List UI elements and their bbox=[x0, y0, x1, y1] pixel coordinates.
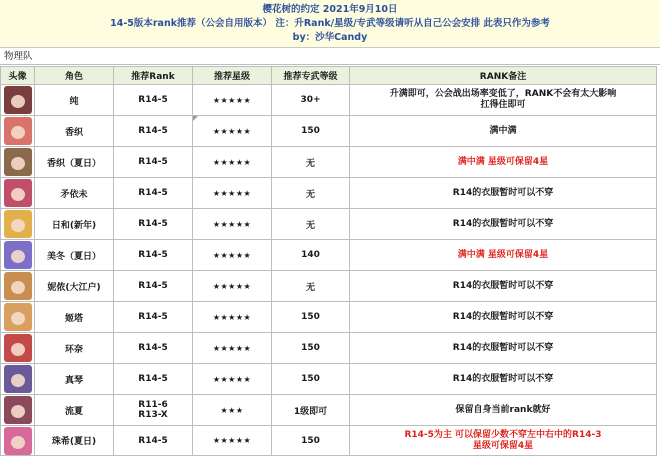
rank-text: R11-6 bbox=[138, 400, 168, 410]
table-row bbox=[1, 333, 657, 364]
character-name-text: 矛依未 bbox=[60, 189, 88, 200]
avatar-cell bbox=[1, 147, 35, 178]
avatar-cell bbox=[1, 333, 35, 364]
note-line-1: R14的衣服暂时可以不穿 bbox=[452, 280, 554, 291]
weapon-level-text: 无 bbox=[305, 189, 315, 200]
character-name bbox=[35, 147, 114, 178]
weapon-level-cell bbox=[272, 209, 350, 240]
star-rating: ★★★★★ bbox=[212, 312, 252, 322]
note-line-2: 星级可保留4星 bbox=[472, 440, 534, 451]
weapon-level-text: 150 bbox=[301, 374, 320, 384]
stars-cell bbox=[193, 209, 272, 240]
table-row bbox=[1, 116, 657, 147]
star-rating: ★★★★★ bbox=[212, 157, 252, 167]
table-row bbox=[1, 178, 657, 209]
rank-cell bbox=[114, 302, 193, 333]
avatar-cell bbox=[1, 395, 35, 426]
weapon-level-text: 150 bbox=[301, 126, 320, 136]
rank-note-cell bbox=[350, 364, 657, 395]
col-header-note: RANK备注 bbox=[350, 67, 657, 85]
weapon-level-text: 30+ bbox=[300, 95, 321, 105]
note-line-1: R14的衣服暂时可以不穿 bbox=[452, 373, 554, 384]
character-name bbox=[35, 302, 114, 333]
star-rating: ★★★★★ bbox=[212, 436, 252, 445]
character-name bbox=[35, 116, 114, 147]
character-name-text: 妮侬(大江户) bbox=[47, 282, 101, 293]
rank-text: R14-5 bbox=[138, 219, 168, 229]
weapon-level-cell bbox=[272, 178, 350, 209]
rank-note-cell bbox=[350, 426, 657, 456]
table-header-row bbox=[1, 67, 657, 85]
star-rating: ★★★★★ bbox=[212, 374, 252, 384]
rank-alt: R13-X bbox=[138, 410, 168, 420]
note-line-1: 保留自身当前rank就好 bbox=[455, 404, 551, 415]
character-name-text: 香织 bbox=[64, 127, 83, 138]
weapon-level-text: 无 bbox=[305, 282, 315, 293]
note-line-1: 满中满 星级可保留4星 bbox=[457, 156, 549, 167]
weapon-level-cell bbox=[272, 116, 350, 147]
avatar-cell bbox=[1, 85, 35, 116]
character-name bbox=[35, 395, 114, 426]
rank-note-cell bbox=[350, 302, 657, 333]
rank-note-cell bbox=[350, 240, 657, 271]
rank-text: R14-5 bbox=[138, 157, 168, 167]
weapon-level-text: 无 bbox=[305, 158, 315, 169]
note-line-1: 满中满 bbox=[489, 125, 517, 136]
rank-text: R14-5 bbox=[138, 188, 168, 198]
character-name-text: 美冬（夏日） bbox=[46, 251, 101, 262]
note-line-1: R14的衣服暂时可以不穿 bbox=[452, 342, 554, 353]
character-avatar-icon bbox=[4, 365, 32, 393]
stars-cell bbox=[193, 116, 272, 147]
rank-cell bbox=[114, 271, 193, 302]
character-name-text: 珠希(夏日) bbox=[51, 437, 97, 447]
weapon-level-text: 150 bbox=[301, 312, 320, 322]
weapon-level-cell bbox=[272, 333, 350, 364]
col-header-rank: 推荐Rank bbox=[114, 67, 193, 85]
weapon-level-cell bbox=[272, 85, 350, 116]
rank-note-cell bbox=[350, 85, 657, 116]
character-name bbox=[35, 209, 114, 240]
star-rating: ★★★★★ bbox=[212, 219, 252, 229]
stars-cell bbox=[193, 333, 272, 364]
rank-text: R14-5 bbox=[138, 343, 168, 353]
star-rating: ★★★★★ bbox=[212, 281, 252, 291]
note-line-1: R14的衣服暂时可以不穿 bbox=[452, 218, 554, 229]
avatar-cell bbox=[1, 178, 35, 209]
table-row bbox=[1, 85, 657, 116]
col-header-weapon: 推荐专武等级 bbox=[272, 67, 350, 85]
character-avatar-icon bbox=[4, 117, 32, 145]
rank-note-cell bbox=[350, 395, 657, 426]
character-avatar-icon bbox=[4, 179, 32, 207]
avatar-cell bbox=[1, 426, 35, 456]
character-avatar-icon bbox=[4, 210, 32, 238]
stars-cell bbox=[193, 364, 272, 395]
rank-text: R14-5 bbox=[138, 374, 168, 384]
character-avatar-icon bbox=[4, 427, 32, 455]
rank-cell bbox=[114, 395, 193, 426]
weapon-level-cell bbox=[272, 147, 350, 178]
rank-cell bbox=[114, 364, 193, 395]
note-line-1: R14的衣服暂时可以不穿 bbox=[452, 187, 554, 198]
character-name-text: 姬塔 bbox=[64, 313, 83, 324]
avatar-cell bbox=[1, 271, 35, 302]
rank-cell bbox=[114, 178, 193, 209]
weapon-level-text: 150 bbox=[301, 343, 320, 353]
weapon-level-cell bbox=[272, 426, 350, 456]
table-row bbox=[1, 426, 657, 456]
page-title: 樱花树的约定 2021年9月10日 bbox=[262, 4, 398, 15]
rank-cell bbox=[114, 333, 193, 364]
note-line-1: R14-5为主 可以保留少数不穿左中右中的R14-3 bbox=[404, 429, 602, 440]
character-name-text: 真琴 bbox=[64, 375, 83, 386]
star-rating: ★★★★★ bbox=[212, 250, 252, 260]
weapon-level-cell bbox=[272, 240, 350, 271]
character-avatar-icon bbox=[4, 303, 32, 331]
character-avatar-icon bbox=[4, 148, 32, 176]
star-rating: ★★★★★ bbox=[212, 95, 252, 105]
character-name bbox=[35, 364, 114, 395]
weapon-level-text: 150 bbox=[301, 435, 320, 446]
stars-cell bbox=[193, 302, 272, 333]
character-name bbox=[35, 333, 114, 364]
character-name-text: 纯 bbox=[69, 96, 79, 107]
rank-note-cell bbox=[350, 271, 657, 302]
character-name bbox=[35, 240, 114, 271]
character-name bbox=[35, 178, 114, 209]
table-row bbox=[1, 240, 657, 271]
avatar-cell bbox=[1, 364, 35, 395]
rank-text: R14-5 bbox=[138, 435, 168, 446]
character-avatar-icon bbox=[4, 334, 32, 362]
avatar-cell bbox=[1, 209, 35, 240]
character-avatar-icon bbox=[4, 396, 32, 424]
rank-note-cell bbox=[350, 333, 657, 364]
stars-cell bbox=[193, 426, 272, 456]
character-name-text: 香织（夏日） bbox=[46, 158, 101, 169]
stars-cell bbox=[193, 85, 272, 116]
section-label: 物理队 bbox=[0, 48, 660, 65]
table-row bbox=[1, 395, 657, 426]
avatar-cell bbox=[1, 116, 35, 147]
rank-text: R14-5 bbox=[138, 95, 168, 105]
avatar-cell bbox=[1, 302, 35, 333]
table-row bbox=[1, 209, 657, 240]
table-row bbox=[1, 302, 657, 333]
star-rating: ★★★★★ bbox=[212, 343, 252, 353]
stars-cell bbox=[193, 240, 272, 271]
star-rating: ★★★ bbox=[220, 405, 244, 415]
col-header-stars: 推荐星级 bbox=[193, 67, 272, 85]
character-name-text: 流夏 bbox=[64, 406, 83, 417]
weapon-level-text: 无 bbox=[305, 220, 315, 231]
weapon-level-cell bbox=[272, 395, 350, 426]
rank-cell bbox=[114, 426, 193, 456]
character-avatar-icon bbox=[4, 86, 32, 114]
table-row bbox=[1, 271, 657, 302]
note-line-1: 升满即可，公会战出场率变低了，RANK不会有太大影响 bbox=[389, 89, 617, 99]
rank-cell bbox=[114, 147, 193, 178]
weapon-level-cell bbox=[272, 364, 350, 395]
character-name-text: 日和(新年) bbox=[51, 220, 97, 231]
weapon-level-text: 1级即可 bbox=[293, 406, 328, 417]
stars-cell bbox=[193, 178, 272, 209]
character-name-text: 环奈 bbox=[64, 344, 83, 355]
title-banner bbox=[0, 0, 660, 48]
star-rating: ★★★★★ bbox=[212, 188, 252, 198]
character-name bbox=[35, 426, 114, 456]
avatar-cell bbox=[1, 240, 35, 271]
note-line-2: 扛得住即可 bbox=[480, 100, 526, 110]
weapon-level-cell bbox=[272, 271, 350, 302]
character-avatar-icon bbox=[4, 241, 32, 269]
stars-cell bbox=[193, 147, 272, 178]
table-row bbox=[1, 364, 657, 395]
character-avatar-icon bbox=[4, 272, 32, 300]
col-header-role: 角色 bbox=[35, 67, 114, 85]
rank-cell bbox=[114, 209, 193, 240]
weapon-level-text: 140 bbox=[301, 250, 320, 260]
rank-text: R14-5 bbox=[138, 312, 168, 322]
table-row bbox=[1, 147, 657, 178]
weapon-level-cell bbox=[272, 302, 350, 333]
rank-text: R14-5 bbox=[138, 281, 168, 291]
note-line-1: 满中满 星级可保留4星 bbox=[457, 249, 549, 260]
author-credit: by：沙华Candy bbox=[292, 32, 368, 43]
rank-text: R14-5 bbox=[138, 250, 168, 260]
character-name bbox=[35, 271, 114, 302]
stars-cell bbox=[193, 395, 272, 426]
stars-cell bbox=[193, 271, 272, 302]
page-subtitle: 14-5版本rank推荐（公会自用版本） 注：升Rank/星级/专武等级请听从自己公会安排 此表只作为参考 bbox=[110, 18, 550, 29]
rank-note-cell bbox=[350, 209, 657, 240]
rank-cell bbox=[114, 85, 193, 116]
star-rating: ★★★★★ bbox=[212, 126, 252, 136]
rank-cell bbox=[114, 240, 193, 271]
rank-note-cell bbox=[350, 116, 657, 147]
rank-note-cell bbox=[350, 147, 657, 178]
rank-cell bbox=[114, 116, 193, 147]
note-line-1: R14的衣服暂时可以不穿 bbox=[452, 311, 554, 322]
rank-text: R14-5 bbox=[138, 126, 168, 136]
character-name bbox=[35, 85, 114, 116]
rank-table bbox=[0, 66, 657, 456]
rank-note-cell bbox=[350, 178, 657, 209]
col-header-avatar: 头像 bbox=[1, 67, 35, 85]
